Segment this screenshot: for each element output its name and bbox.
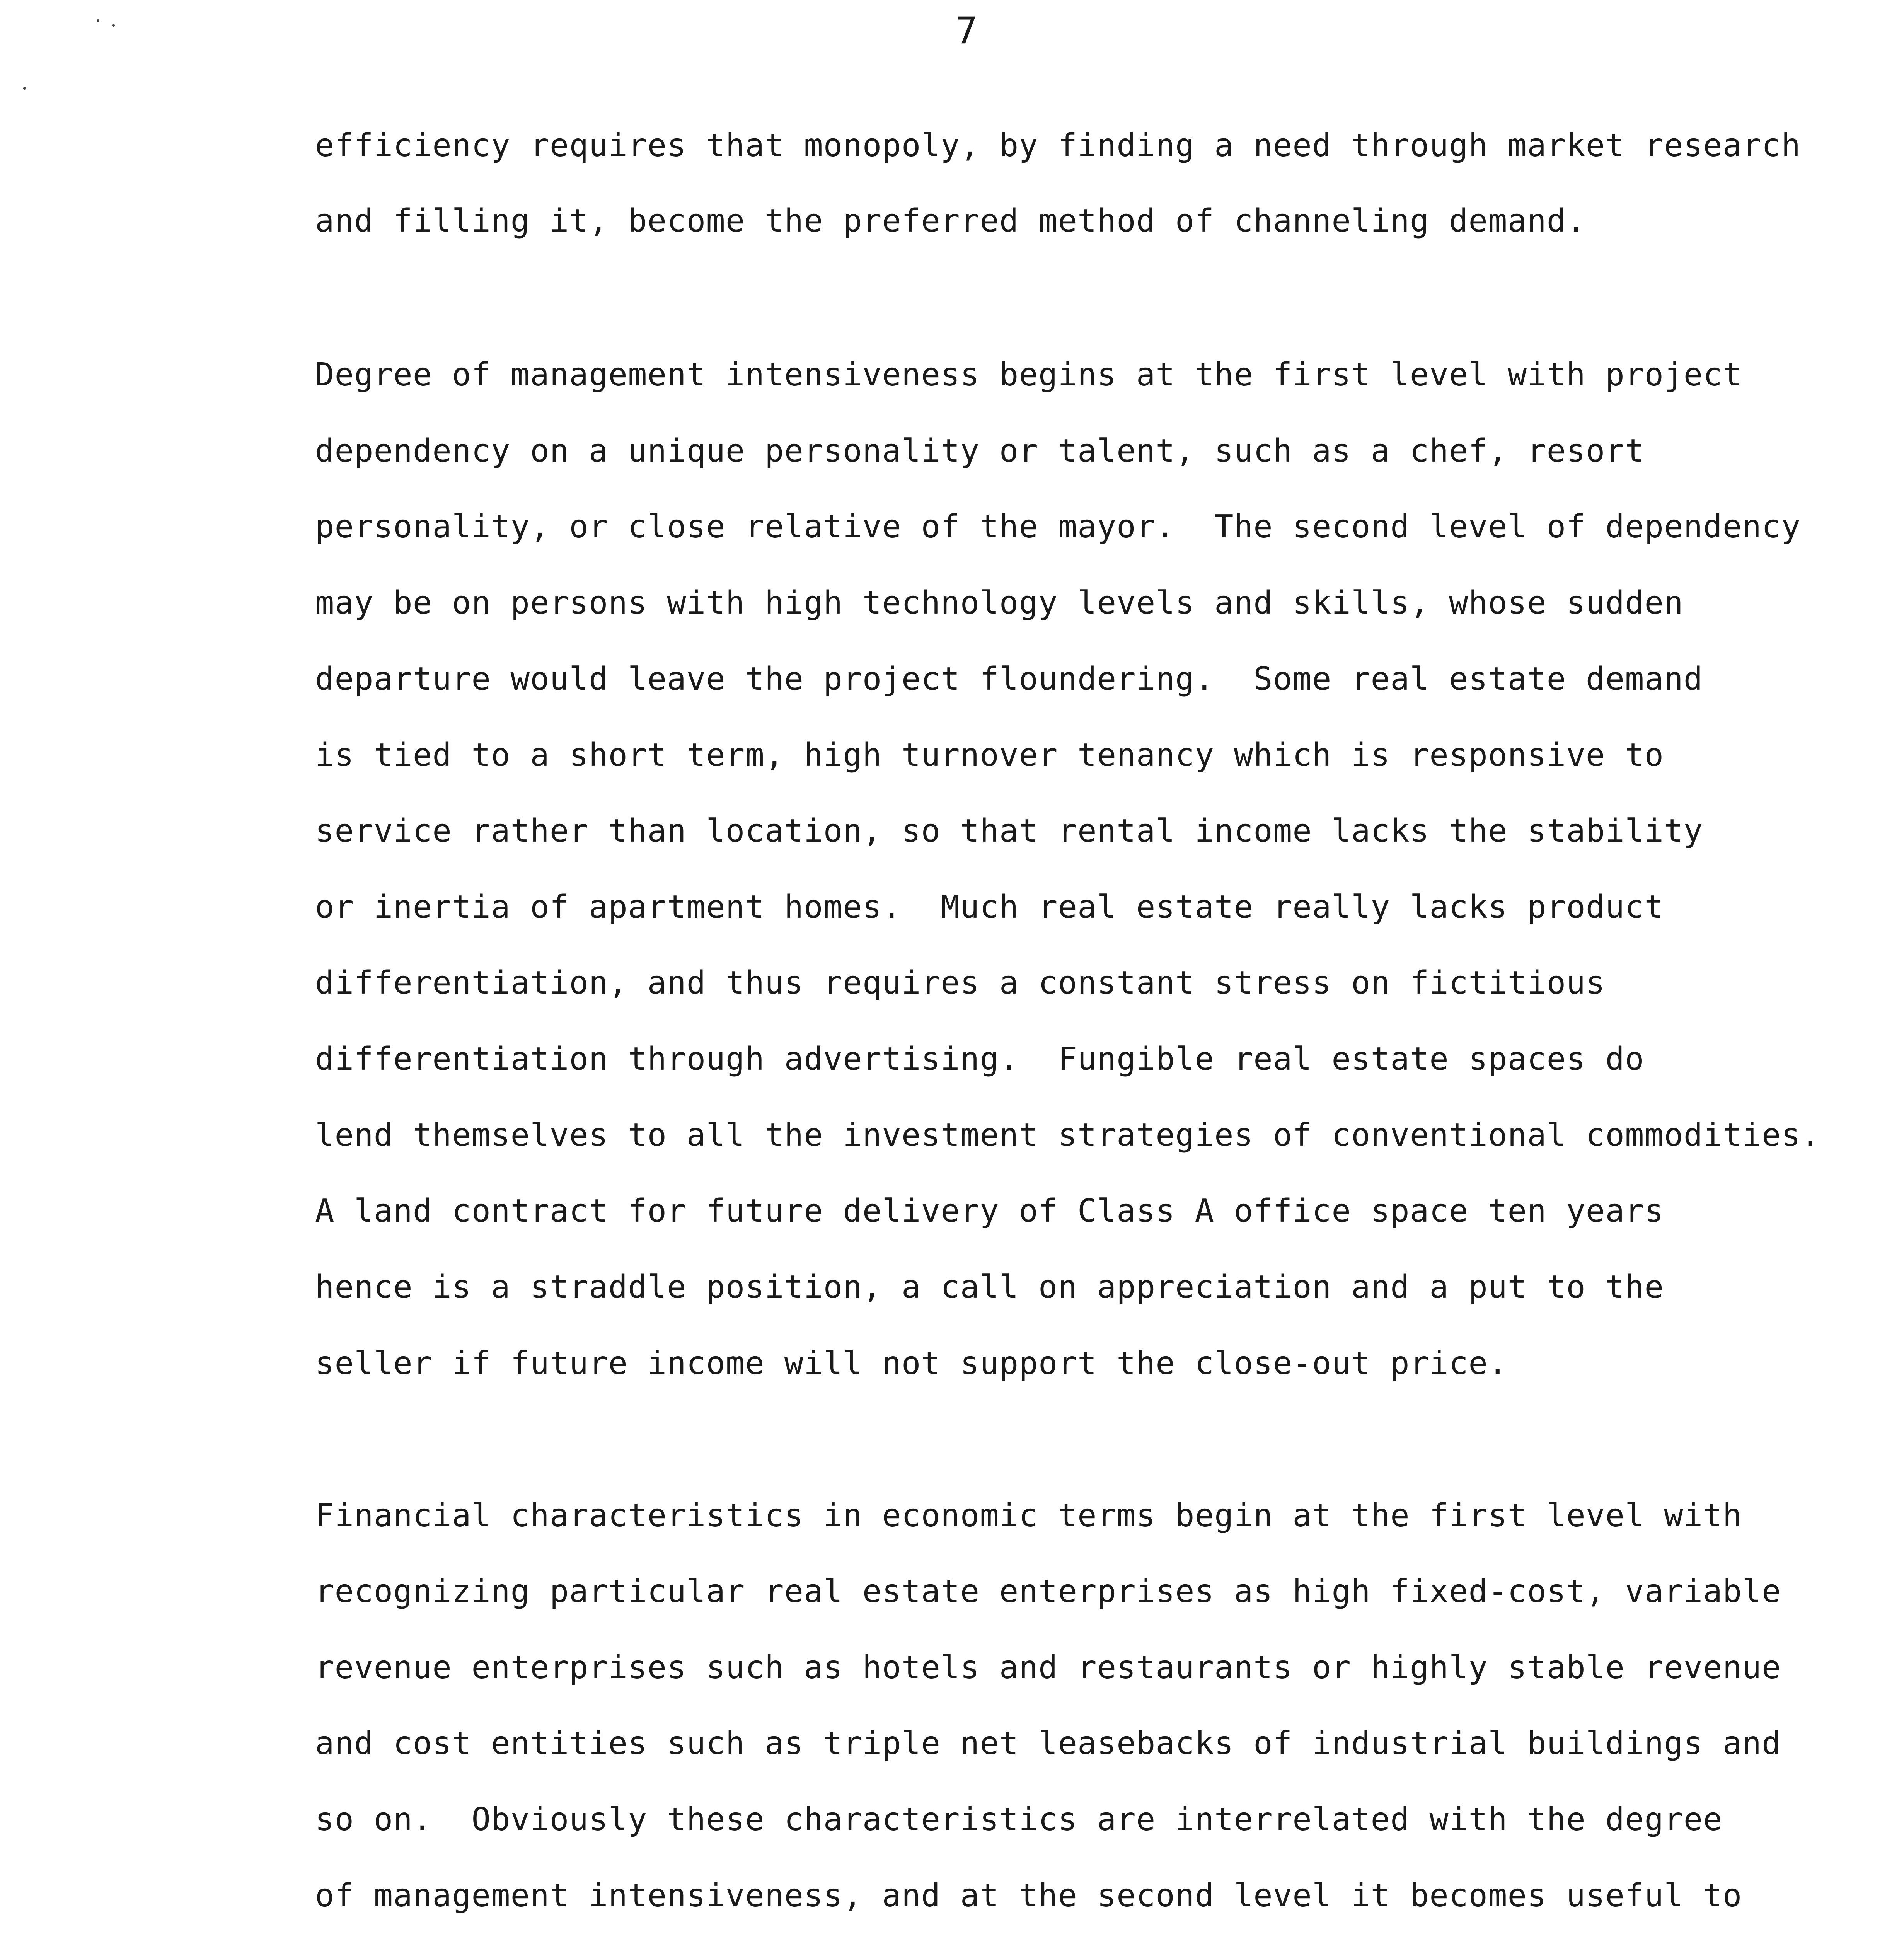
paragraph-2-line-7: service rather than location, so that rental income lacks the stability bbox=[315, 813, 1703, 849]
paragraph-2-line-10: differentiation through advertising. Fungible real estate spaces do bbox=[315, 1041, 1645, 1077]
paragraph-2-line-5: departure would leave the project floundering. Some real estate demand bbox=[315, 661, 1703, 697]
paragraph-3-line-3: revenue enterprises such as hotels and restaurants or highly stable revenue bbox=[315, 1649, 1781, 1686]
paragraph-2-line-1: Degree of management intensiveness begins at the first level with project bbox=[315, 356, 1742, 393]
paragraph-3-line-6: of management intensiveness, and at the second level it becomes useful to bbox=[315, 1877, 1742, 1914]
page-number: 7 bbox=[955, 10, 978, 52]
scan-speck bbox=[23, 87, 26, 90]
paragraph-3-line-2: recognizing particular real estate enterprises as high fixed-cost, variable bbox=[315, 1573, 1781, 1610]
paragraph-2-line-11: lend themselves to all the investment strategies of conventional commodities. bbox=[315, 1117, 1820, 1154]
paragraph-2-line-14: seller if future income will not support the close-out price. bbox=[315, 1345, 1508, 1382]
paragraph-2-line-9: differentiation, and thus requires a constant stress on fictitious bbox=[315, 965, 1606, 1001]
paragraph-2-line-13: hence is a straddle position, a call on appreciation and a put to the bbox=[315, 1269, 1664, 1306]
paragraph-2-line-3: personality, or close relative of the mayor. The second level of dependency bbox=[315, 508, 1801, 545]
paragraph-2-line-12: A land contract for future delivery of Class A office space ten years bbox=[315, 1193, 1664, 1229]
paragraph-2-line-4: may be on persons with high technology levels and skills, whose sudden bbox=[315, 585, 1684, 621]
paragraph-1-line-1: efficiency requires that monopoly, by finding a need through market research bbox=[315, 127, 1801, 164]
scan-speck bbox=[97, 19, 99, 22]
paragraph-3-line-1: Financial characteristics in economic terms begin at the first level with bbox=[315, 1497, 1742, 1534]
paragraph-2-line-8: or inertia of apartment homes. Much real estate really lacks product bbox=[315, 889, 1664, 926]
paragraph-1-line-2: and filling it, become the preferred method of channeling demand. bbox=[315, 203, 1586, 239]
paragraph-2-line-2: dependency on a unique personality or talent, such as a chef, resort bbox=[315, 433, 1645, 469]
paragraph-2-line-6: is tied to a short term, high turnover tenancy which is responsive to bbox=[315, 737, 1664, 774]
scan-speck bbox=[112, 24, 115, 27]
paragraph-3-line-4: and cost entities such as triple net leasebacks of industrial buildings and bbox=[315, 1725, 1781, 1762]
paragraph-3-line-5: so on. Obviously these characteristics are interrelated with the degree bbox=[315, 1801, 1723, 1838]
